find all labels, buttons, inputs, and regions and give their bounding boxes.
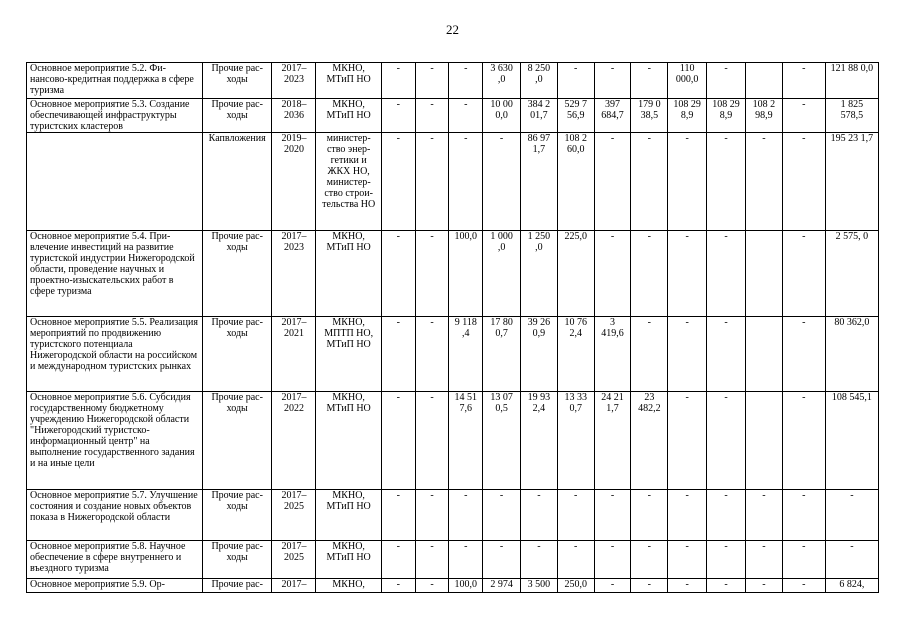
value-cell: 108 29 8,9 (668, 99, 707, 133)
period-cell: 2017–2023 (272, 63, 316, 99)
value-cell: - (381, 541, 415, 579)
value-cell (745, 317, 782, 392)
value-cell: - (594, 579, 631, 593)
value-cell: - (415, 579, 449, 593)
value-cell: - (483, 490, 521, 541)
period-cell: 2017–2022 (272, 392, 316, 490)
value-cell: - (415, 133, 449, 231)
period-cell: 2017–2023 (272, 231, 316, 317)
value-cell: - (415, 541, 449, 579)
executor-cell: МКНО, МТиП НО (316, 490, 381, 541)
value-cell: - (668, 579, 707, 593)
value-cell: - (381, 133, 415, 231)
value-cell: 179 0 38,5 (631, 99, 668, 133)
value-cell: - (668, 541, 707, 579)
value-cell: - (745, 133, 782, 231)
value-cell: - (707, 541, 746, 579)
measure-name-cell: Основное мероприятие 5.2. Финансово-кредитная поддержка в сфере туризма (27, 63, 203, 99)
value-cell: - (745, 579, 782, 593)
value-cell: - (381, 392, 415, 490)
total-cell: 121 88 0,0 (825, 63, 878, 99)
value-cell: 2 974 (483, 579, 521, 593)
value-cell: 108 29 8,9 (707, 99, 746, 133)
total-cell: - (825, 541, 878, 579)
total-cell: 195 23 1,7 (825, 133, 878, 231)
total-cell: 2 575, 0 (825, 231, 878, 317)
value-cell: 3 500 (520, 579, 557, 593)
value-cell: - (707, 133, 746, 231)
value-cell: - (557, 490, 594, 541)
table-row (27, 392, 879, 490)
value-cell: - (631, 490, 668, 541)
value-cell: - (415, 392, 449, 490)
executor-cell: МКНО, МПТП НО, МТиП НО (316, 317, 381, 392)
value-cell: - (594, 490, 631, 541)
value-cell: - (707, 63, 746, 99)
period-cell: 2018–2036 (272, 99, 316, 133)
table-row (27, 541, 879, 579)
executor-cell: МКНО, МТиП НО (316, 231, 381, 317)
table-row (27, 231, 879, 317)
value-cell: 8 250 ,0 (520, 63, 557, 99)
value-cell: - (668, 133, 707, 231)
value-cell: - (415, 317, 449, 392)
table-row (27, 317, 879, 392)
value-cell: - (668, 392, 707, 490)
value-cell: - (449, 99, 483, 133)
value-cell: - (631, 63, 668, 99)
value-cell: - (707, 317, 746, 392)
period-cell: 2017–2025 (272, 541, 316, 579)
value-cell: 13 07 0,5 (483, 392, 521, 490)
value-cell: - (707, 579, 746, 593)
value-cell: - (782, 133, 825, 231)
expense-type-cell: Прочие расходы (202, 541, 272, 579)
expense-type-cell: Прочие расходы (202, 392, 272, 490)
measure-name-cell: Основное мероприятие 5.6. Субсидия государственному бюджетному учреждению Нижегородской области "Нижегородский туристско-информационный центр" на выполнение государственного задания и на иные цели (27, 392, 203, 490)
value-cell: - (381, 99, 415, 133)
total-cell: 6 824, (825, 579, 878, 593)
value-cell: - (520, 490, 557, 541)
value-cell: 13 33 0,7 (557, 392, 594, 490)
value-cell (745, 231, 782, 317)
measure-name-cell (27, 133, 203, 231)
total-cell: 80 362,0 (825, 317, 878, 392)
table-row (27, 133, 879, 231)
value-cell: 108 2 98,9 (745, 99, 782, 133)
value-cell: 397 684,7 (594, 99, 631, 133)
value-cell: - (631, 317, 668, 392)
value-cell: - (707, 490, 746, 541)
value-cell: - (415, 231, 449, 317)
executor-cell: МКНО, МТиП НО (316, 392, 381, 490)
executor-cell: МКНО, МТиП НО (316, 63, 381, 99)
measure-name-cell: Основное мероприятие 5.9. Ор- (27, 579, 203, 593)
value-cell: - (782, 231, 825, 317)
value-cell: 100,0 (449, 579, 483, 593)
value-cell: 250,0 (557, 579, 594, 593)
total-cell: 1 825 578,5 (825, 99, 878, 133)
value-cell: 3 630 ,0 (483, 63, 521, 99)
table-row (27, 490, 879, 541)
value-cell: - (381, 231, 415, 317)
value-cell: - (782, 541, 825, 579)
value-cell: - (381, 317, 415, 392)
value-cell: - (594, 63, 631, 99)
value-cell (745, 63, 782, 99)
executor-cell: МКНО, МТиП НО (316, 99, 381, 133)
value-cell: - (381, 63, 415, 99)
value-cell: - (557, 63, 594, 99)
value-cell: - (415, 63, 449, 99)
value-cell: - (415, 99, 449, 133)
expense-type-cell: Прочие расходы (202, 99, 272, 133)
value-cell: 1 250 ,0 (520, 231, 557, 317)
value-cell: - (745, 490, 782, 541)
value-cell: 24 21 1,7 (594, 392, 631, 490)
value-cell: 108 2 60,0 (557, 133, 594, 231)
value-cell: 100,0 (449, 231, 483, 317)
value-cell (745, 392, 782, 490)
measure-name-cell: Основное мероприятие 5.8. Научное обеспечение в сфере внутреннего и въездного туризма (27, 541, 203, 579)
total-cell: 108 545,1 (825, 392, 878, 490)
value-cell: - (668, 490, 707, 541)
value-cell: - (782, 63, 825, 99)
value-cell: - (631, 231, 668, 317)
value-cell: - (415, 490, 449, 541)
table-row (27, 63, 879, 99)
value-cell: - (483, 133, 521, 231)
value-cell: - (631, 579, 668, 593)
value-cell: 225,0 (557, 231, 594, 317)
value-cell: - (782, 99, 825, 133)
executor-cell: МКНО, МТиП НО (316, 541, 381, 579)
value-cell: 86 97 1,7 (520, 133, 557, 231)
value-cell: - (631, 133, 668, 231)
value-cell: - (594, 541, 631, 579)
period-cell: 2019–2020 (272, 133, 316, 231)
value-cell: 19 93 2,4 (520, 392, 557, 490)
value-cell: - (381, 490, 415, 541)
expense-type-cell: Капвложения (202, 133, 272, 231)
value-cell: - (782, 392, 825, 490)
expense-type-cell: Прочие расходы (202, 490, 272, 541)
expense-type-cell: Прочие рас- (202, 579, 272, 593)
budget-table (26, 62, 879, 593)
value-cell: 14 51 7,6 (449, 392, 483, 490)
executor-cell: министерство энергетики и ЖКХ НО, министерство строительства НО (316, 133, 381, 231)
value-cell: 3 419,6 (594, 317, 631, 392)
value-cell: 23 482,2 (631, 392, 668, 490)
value-cell: - (782, 317, 825, 392)
value-cell: - (745, 541, 782, 579)
value-cell: - (483, 541, 521, 579)
period-cell: 2017–2025 (272, 490, 316, 541)
value-cell: 9 118 ,4 (449, 317, 483, 392)
value-cell: - (449, 133, 483, 231)
value-cell: - (520, 541, 557, 579)
value-cell: 384 2 01,7 (520, 99, 557, 133)
value-cell: - (707, 392, 746, 490)
value-cell: 529 7 56,9 (557, 99, 594, 133)
value-cell: - (782, 579, 825, 593)
value-cell: 110 000,0 (668, 63, 707, 99)
period-cell: 2017–2021 (272, 317, 316, 392)
value-cell: 17 80 0,7 (483, 317, 521, 392)
value-cell: 39 26 0,9 (520, 317, 557, 392)
value-cell: - (449, 63, 483, 99)
page-number: 22 (446, 22, 459, 37)
value-cell: - (381, 579, 415, 593)
table-row (27, 99, 879, 133)
value-cell: - (707, 231, 746, 317)
measure-name-cell: Основное мероприятие 5.3. Создание обеспечивающей инфраструктуры туристских кластеров (27, 99, 203, 133)
value-cell: 1 000 ,0 (483, 231, 521, 317)
value-cell: - (594, 231, 631, 317)
value-cell: - (782, 490, 825, 541)
measure-name-cell: Основное мероприятие 5.4. Привлечение инвестиций на развитие туристской индустрии Нижегородской области, проведение научных и проектно-изыскательских работ в сфере туризма (27, 231, 203, 317)
value-cell: - (668, 317, 707, 392)
value-cell: - (668, 231, 707, 317)
value-cell: - (449, 490, 483, 541)
total-cell: - (825, 490, 878, 541)
measure-name-cell: Основное мероприятие 5.7. Улучшение состояния и создание новых объектов показа в Нижегородской области (27, 490, 203, 541)
value-cell: 10 76 2,4 (557, 317, 594, 392)
expense-type-cell: Прочие расходы (202, 231, 272, 317)
expense-type-cell: Прочие расходы (202, 317, 272, 392)
executor-cell: МКНО, (316, 579, 381, 593)
value-cell: - (449, 541, 483, 579)
value-cell: - (631, 541, 668, 579)
table-row (27, 579, 879, 593)
period-cell: 2017– (272, 579, 316, 593)
value-cell: - (557, 541, 594, 579)
measure-name-cell: Основное мероприятие 5.5. Реализация мероприятий по продвижению туристского потенциала Нижегородской области на российском и международном туристских рынках (27, 317, 203, 392)
value-cell: 10 00 0,0 (483, 99, 521, 133)
expense-type-cell: Прочие расходы (202, 63, 272, 99)
value-cell: - (594, 133, 631, 231)
